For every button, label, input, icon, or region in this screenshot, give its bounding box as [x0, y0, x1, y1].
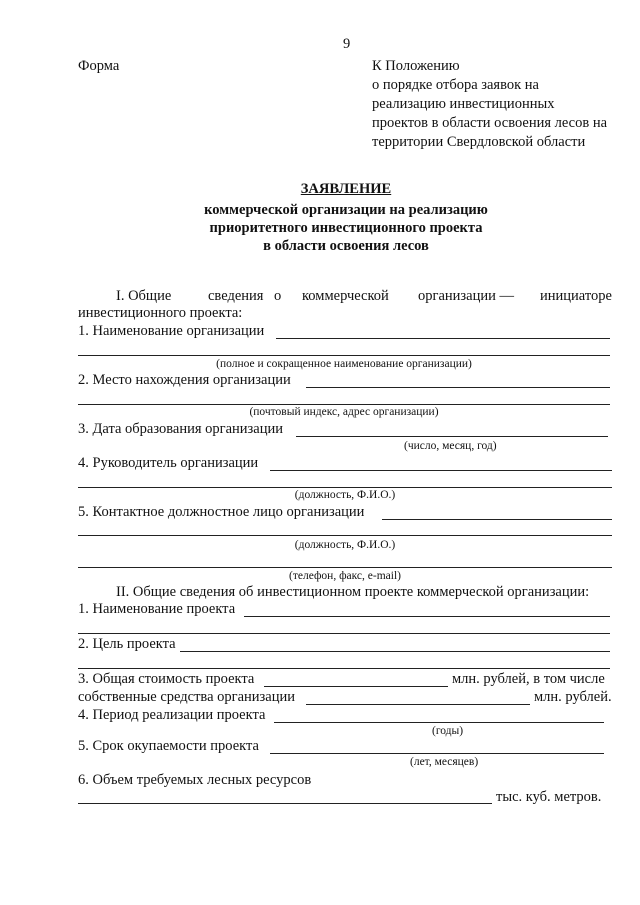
- project-period-label: 4. Период реализации проекта: [78, 707, 266, 723]
- forest-resources-field[interactable]: [78, 803, 492, 804]
- payback-field[interactable]: [270, 753, 604, 754]
- org-name-label: 1. Наименование организации: [78, 323, 265, 339]
- org-head-hint: (должность, Ф.И.О.): [294, 489, 396, 501]
- section2-heading: II. Общие сведения об инвестиционном проекте коммерческой организации:: [116, 584, 590, 600]
- section1-heading-word: о: [274, 288, 282, 304]
- document-subtitle-line: в области освоения лесов: [263, 238, 429, 254]
- org-date-field[interactable]: [296, 436, 608, 437]
- appendix-line: реализацию инвестиционных: [372, 96, 555, 112]
- own-funds-unit: млн. рублей.: [534, 689, 612, 705]
- section1-heading-cont: инвестиционного проекта:: [78, 305, 243, 321]
- project-period-field[interactable]: [274, 722, 604, 723]
- payback-hint: (лет, месяцев): [410, 756, 479, 768]
- contact-person-label: 5. Контактное должностное лицо организации: [78, 504, 365, 520]
- form-label: Форма: [78, 58, 120, 74]
- document-title: ЗАЯВЛЕНИЕ: [300, 181, 392, 197]
- project-goal-label: 2. Цель проекта: [78, 636, 176, 652]
- project-period-hint: (годы): [432, 725, 464, 737]
- section1-heading-word: коммерческой: [302, 288, 389, 304]
- contact-info-hint: (телефон, факс, e-mail): [289, 570, 401, 582]
- org-location-field-line2[interactable]: [78, 404, 610, 405]
- project-cost-unit: млн. рублей, в том числе: [452, 671, 605, 687]
- org-head-label: 4. Руководитель организации: [78, 455, 259, 471]
- project-name-field-line2[interactable]: [78, 633, 610, 634]
- org-head-field-line2[interactable]: [78, 487, 612, 488]
- org-location-field[interactable]: [306, 387, 610, 388]
- contact-person-field-line2[interactable]: [78, 535, 612, 536]
- org-name-field-line2[interactable]: [78, 355, 610, 356]
- org-date-label: 3. Дата образования организации: [78, 421, 283, 437]
- appendix-line: К Положению: [372, 58, 460, 74]
- project-goal-field[interactable]: [180, 651, 610, 652]
- project-cost-field[interactable]: [264, 686, 448, 687]
- project-cost-label: 3. Общая стоимость проекта: [78, 671, 255, 687]
- document-subtitle-line: приоритетного инвестиционного проекта: [209, 220, 483, 236]
- org-location-label: 2. Место нахождения организации: [78, 372, 291, 388]
- document-subtitle-line: коммерческой организации на реализацию: [204, 202, 488, 218]
- forest-resources-unit: тыс. куб. метров.: [496, 789, 602, 805]
- project-name-field[interactable]: [244, 616, 610, 617]
- appendix-line: территории Свердловской области: [372, 134, 586, 150]
- appendix-line: проектов в области освоения лесов на: [372, 115, 608, 131]
- appendix-line: о порядке отбора заявок на: [372, 77, 539, 93]
- contact-person-hint: (должность, Ф.И.О.): [294, 539, 396, 551]
- org-location-hint: (почтовый индекс, адрес организации): [249, 406, 439, 418]
- own-funds-label: собственные средства организации: [78, 689, 295, 705]
- org-name-field[interactable]: [276, 338, 610, 339]
- section1-heading-word: I. Общие: [116, 288, 172, 304]
- forest-resources-label: 6. Объем требуемых лесных ресурсов: [78, 772, 312, 788]
- org-name-hint: (полное и сокращенное наименование организации): [216, 358, 472, 370]
- project-name-label: 1. Наименование проекта: [78, 601, 236, 617]
- contact-person-field[interactable]: [382, 519, 612, 520]
- section1-heading-word: сведения: [208, 288, 264, 304]
- project-goal-field-line2[interactable]: [78, 668, 610, 669]
- payback-label: 5. Срок окупаемости проекта: [78, 738, 259, 754]
- section1-heading-word: организации —: [418, 288, 514, 304]
- page-number: 9: [343, 36, 351, 52]
- org-head-field[interactable]: [270, 470, 612, 471]
- section1-heading-word: инициаторе: [540, 288, 612, 304]
- org-date-hint: (число, месяц, год): [404, 440, 497, 452]
- own-funds-field[interactable]: [306, 704, 530, 705]
- contact-info-field[interactable]: [78, 567, 612, 568]
